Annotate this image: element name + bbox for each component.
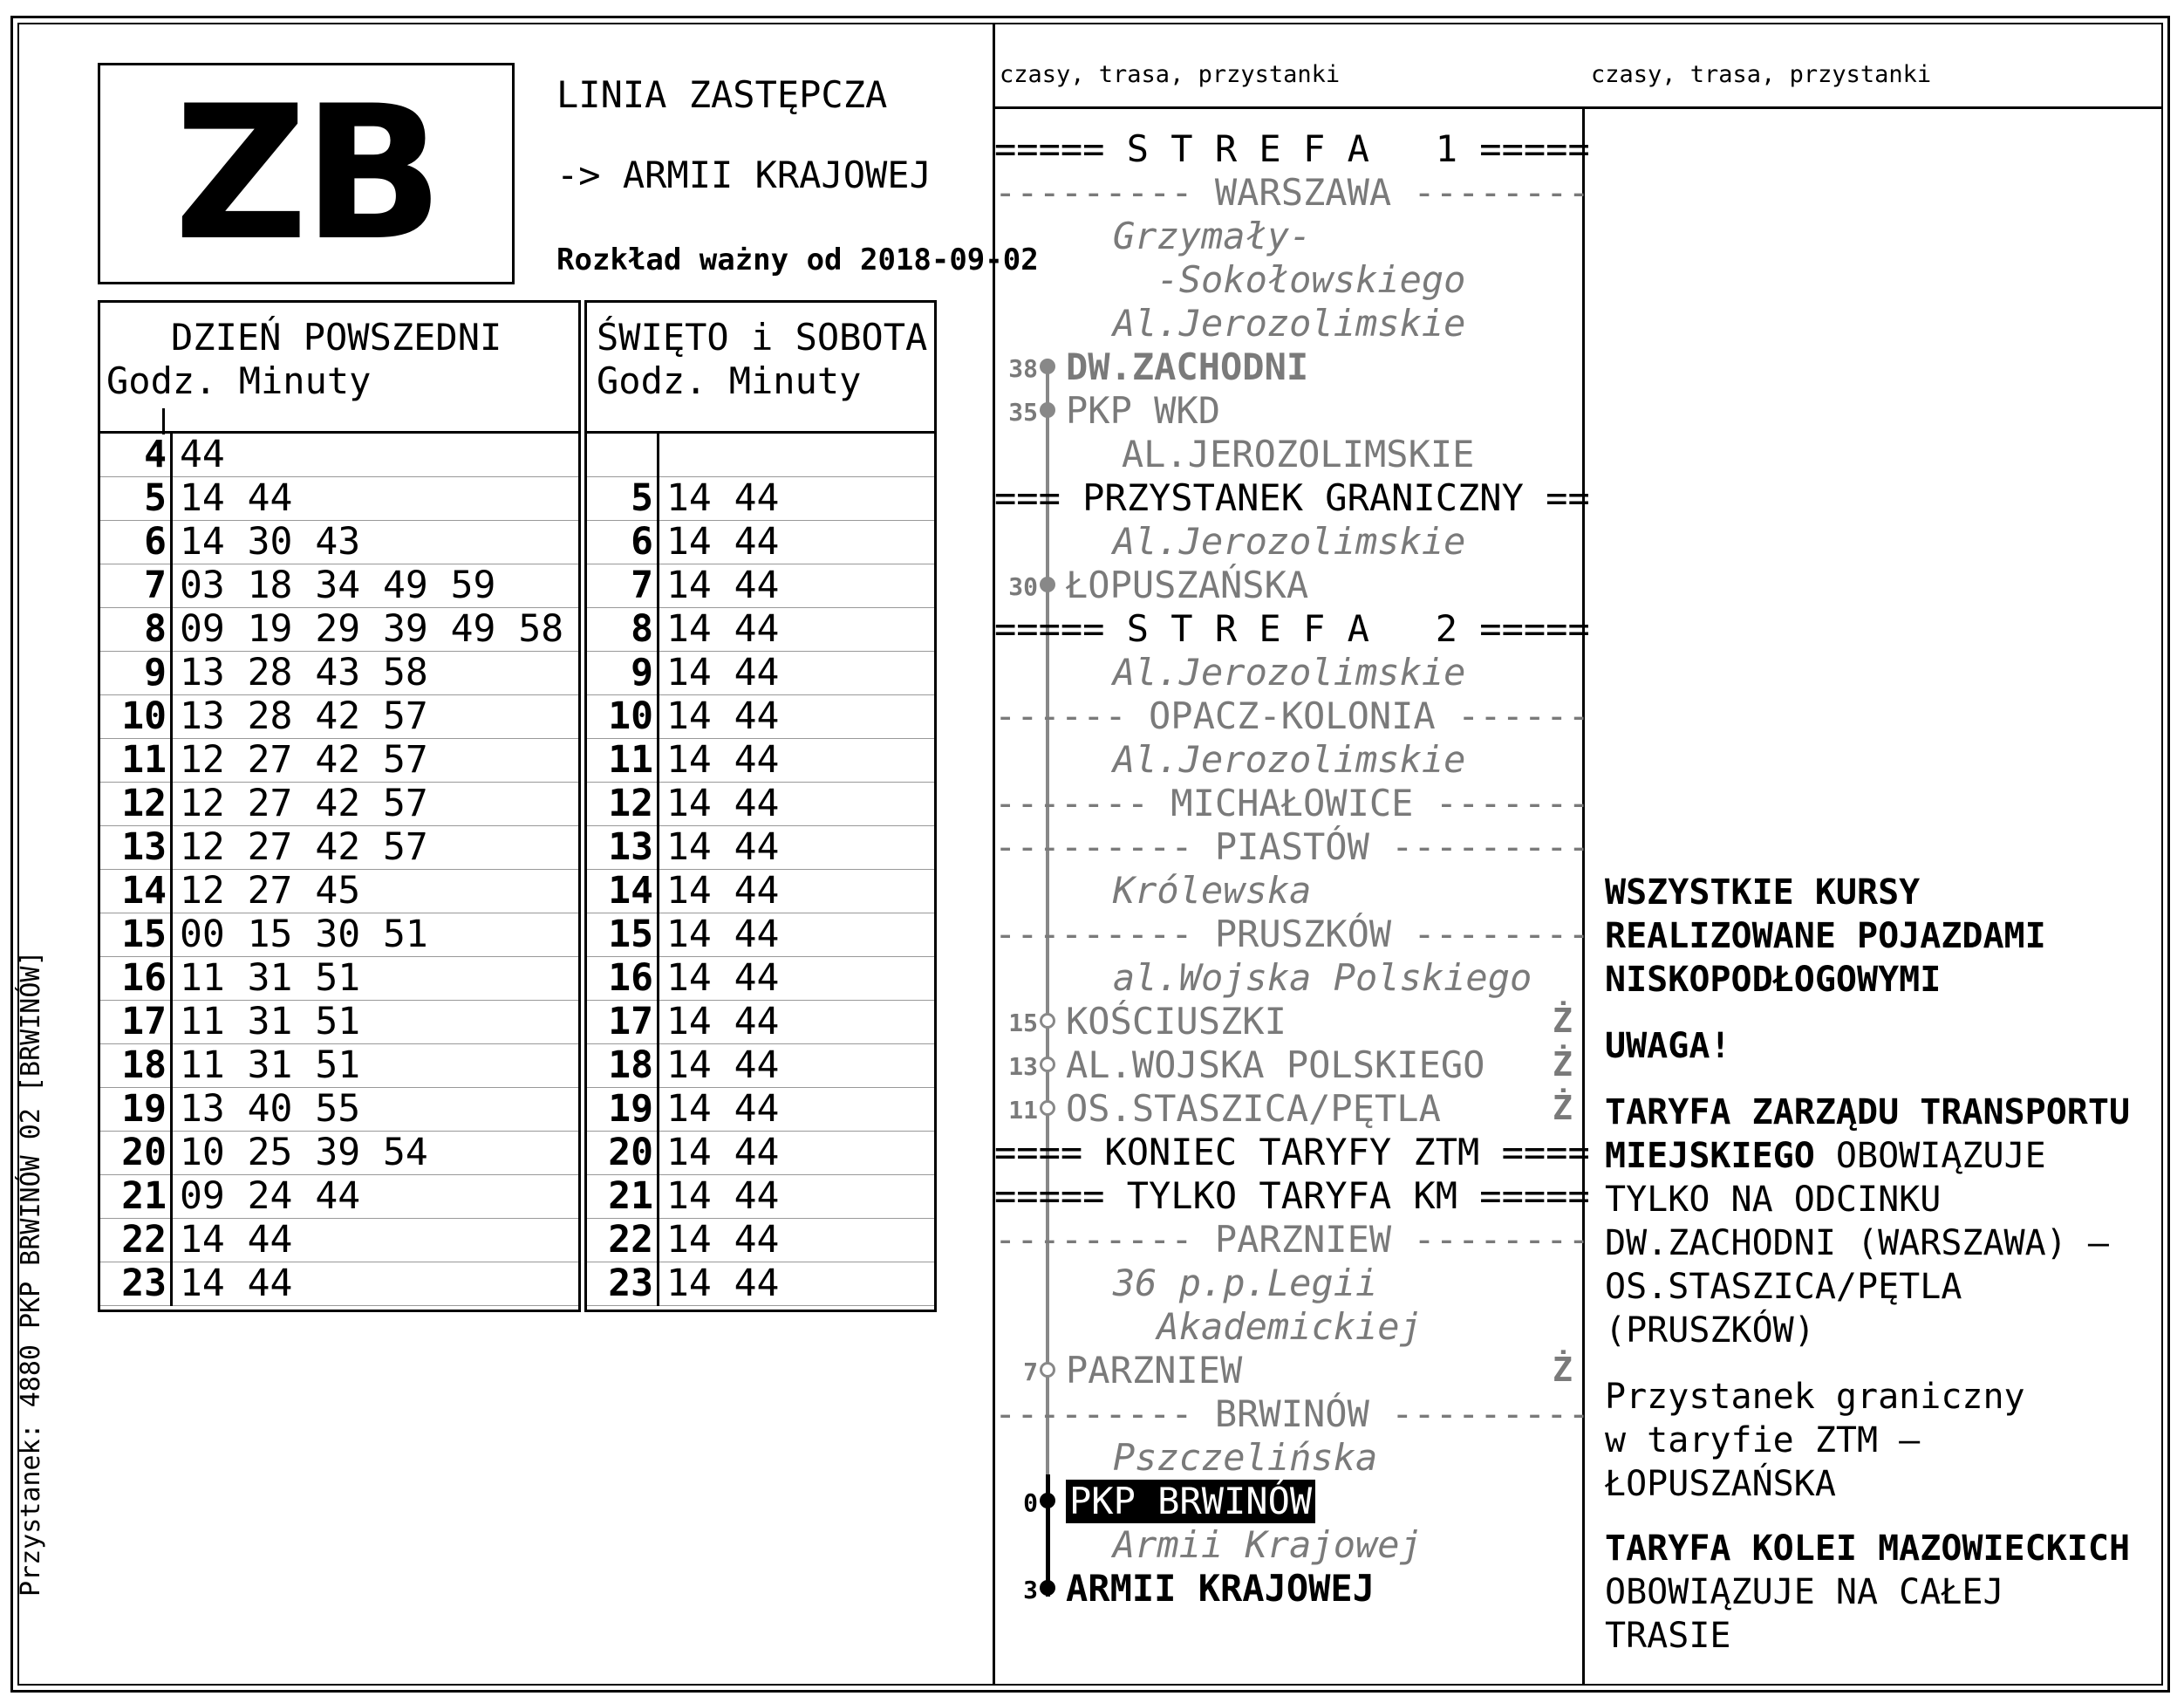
- holiday-minutes: 14 44: [659, 477, 935, 521]
- holiday-row: [587, 1175, 934, 1219]
- route-text: === PRZYSTANEK GRANICZNY ==: [994, 476, 1590, 519]
- holiday-row: [587, 1001, 934, 1044]
- holiday-hour: 5: [587, 477, 659, 521]
- holiday-minutes: 14 44: [659, 1001, 935, 1044]
- route-text: 36 p.p.Legii: [1047, 1262, 1378, 1304]
- route-text: -Sokołowskiego: [1047, 258, 1466, 301]
- holiday-row: [587, 1219, 934, 1262]
- weekday-row: [100, 564, 578, 608]
- holiday-minutes: 14 44: [659, 739, 935, 783]
- route-text: DW.ZACHODNI: [1066, 345, 1309, 388]
- holiday-minutes: 14 44: [659, 695, 935, 739]
- weekday-row: [100, 434, 578, 477]
- holiday-hour: 6: [587, 521, 659, 564]
- stop-minutes: 15: [1008, 1009, 1038, 1037]
- route-street: [994, 956, 1582, 1000]
- stop-dot-icon: [1040, 577, 1055, 592]
- route-text: PARZNIEW: [1066, 1349, 1243, 1392]
- km-tariff-marker: Ż: [1553, 1002, 1573, 1040]
- route-stop: [994, 1000, 1582, 1043]
- weekday-row: [100, 870, 578, 913]
- note-border-stop: Przystanek graniczny w taryfie ZTM — ŁOPUSZAŃSKA: [1605, 1377, 2025, 1504]
- holiday-minutes: 14 44: [659, 1262, 935, 1306]
- route-stop: [994, 564, 1582, 607]
- weekday-minutes: 09 24 44: [172, 1175, 579, 1219]
- route-stop: [994, 389, 1582, 433]
- route-text: PKP WKD: [1066, 389, 1221, 432]
- weekday-minutes: 13 28 43 58: [172, 652, 579, 695]
- holiday-row: [587, 1044, 934, 1088]
- route-text: Królewska: [1047, 869, 1312, 912]
- route-street: [994, 520, 1582, 564]
- route-text: ------- MICHAŁOWICE -------: [994, 782, 1590, 824]
- weekday-hour: 9: [100, 652, 172, 695]
- holiday-row: [587, 783, 934, 826]
- route-stop: [994, 1087, 1582, 1131]
- holiday-row: [587, 870, 934, 913]
- weekday-minutes: 09 19 29 39 49 58: [172, 608, 579, 652]
- holiday-row: [587, 695, 934, 739]
- weekday-row: [100, 1262, 578, 1306]
- holiday-hour: [587, 434, 659, 477]
- route-street: [994, 302, 1582, 345]
- stop-minutes: 3: [1023, 1576, 1038, 1604]
- route-street: [994, 738, 1582, 782]
- weekday-minutes: 12 27 42 57: [172, 739, 579, 783]
- route-text: ------ OPACZ-KOLONIA ------: [994, 694, 1590, 737]
- route-text: ===== S T R E F A 2 =====: [994, 607, 1590, 650]
- line-type: LINIA ZASTĘPCZA: [556, 73, 888, 116]
- stop-dot-icon: [1040, 1362, 1055, 1378]
- weekday-hour: 5: [100, 477, 172, 521]
- route-list: [994, 127, 1590, 1611]
- weekday-title: DZIEŃ POWSZEDNI: [171, 316, 502, 359]
- weekday-hour: 19: [100, 1088, 172, 1132]
- note-low-floor: WSZYSTKIE KURSY REALIZOWANE POJAZDAMI NISKOPODŁOGOWYMI: [1605, 872, 2046, 1000]
- weekday-hour: 16: [100, 957, 172, 1001]
- holiday-hour: 12: [587, 783, 659, 826]
- stop-minutes: 35: [1008, 398, 1038, 427]
- stop-dot-icon: [1040, 1493, 1055, 1508]
- weekday-hour: 12: [100, 783, 172, 826]
- route-text: Al.Jerozolimskie: [1047, 520, 1466, 563]
- holiday-hour: 14: [587, 870, 659, 913]
- weekday-minutes: 14 44: [172, 1262, 579, 1306]
- weekday-hour: 17: [100, 1001, 172, 1044]
- holiday-row: [587, 739, 934, 783]
- route-street: [994, 1523, 1582, 1567]
- holiday-row: [587, 826, 934, 870]
- holiday-minutes: [659, 434, 935, 477]
- line-number-box: [98, 63, 515, 284]
- route-text: ===== S T R E F A 1 =====: [994, 127, 1590, 170]
- route-text: ===== TYLKO TARYFA KM =====: [994, 1174, 1590, 1217]
- note-km-tariff-bold: TARYFA KOLEI MAZOWIECKICH: [1605, 1529, 2131, 1569]
- route-text: AL.JEROZOLIMSKIE: [1055, 433, 1475, 475]
- holiday-row: [587, 957, 934, 1001]
- divider-notes: [1582, 108, 1585, 1686]
- holiday-minutes: 14 44: [659, 1175, 935, 1219]
- holiday-minutes: 14 44: [659, 608, 935, 652]
- route-street: [994, 1305, 1582, 1349]
- route-sep: [994, 782, 1590, 825]
- weekday-minutes: 44: [172, 434, 579, 477]
- holiday-minutes: 14 44: [659, 1219, 935, 1262]
- weekday-row: [100, 1001, 578, 1044]
- weekday-hour: 11: [100, 739, 172, 783]
- holiday-row: [587, 477, 934, 521]
- weekday-minutes: 03 18 34 49 59: [172, 564, 579, 608]
- route-text: ==== KONIEC TARYFY ZTM ====: [994, 1131, 1590, 1173]
- note-warning: UWAGA!: [1605, 1026, 1731, 1066]
- route-sep: [994, 1174, 1590, 1218]
- km-tariff-marker: Ż: [1553, 1089, 1573, 1127]
- notes-column-head: czasy, trasa, przystanki: [1591, 61, 1932, 88]
- holiday-hour: 21: [587, 1175, 659, 1219]
- route-street: [994, 1436, 1582, 1480]
- route-text: --------- BRWINÓW ---------: [994, 1392, 1590, 1435]
- holiday-hour: 19: [587, 1088, 659, 1132]
- route-text: --------- PARZNIEW --------: [994, 1218, 1590, 1261]
- route-stop: [994, 1043, 1582, 1087]
- route-text: PKP BRWINÓW: [1066, 1480, 1315, 1523]
- weekday-minutes: 14 30 43: [172, 521, 579, 564]
- weekday-hour: 10: [100, 695, 172, 739]
- weekday-minutes: 13 28 42 57: [172, 695, 579, 739]
- holiday-hour: 15: [587, 913, 659, 957]
- holiday-hour: 8: [587, 608, 659, 652]
- weekday-row: [100, 1175, 578, 1219]
- holiday-row: [587, 652, 934, 695]
- km-tariff-marker: Ż: [1553, 1351, 1573, 1389]
- holiday-hour: 17: [587, 1001, 659, 1044]
- weekday-row: [100, 477, 578, 521]
- route-text: OS.STASZICA/PĘTLA: [1066, 1087, 1441, 1130]
- weekday-row: [100, 1132, 578, 1175]
- holiday-minutes: 14 44: [659, 1088, 935, 1132]
- holiday-row: [587, 608, 934, 652]
- route-text: ARMII KRAJOWEJ: [1066, 1567, 1375, 1610]
- weekday-sub: Godz. Minuty: [106, 359, 372, 402]
- divider-head: [993, 106, 2163, 109]
- note-km-tariff: [1605, 1527, 2130, 1658]
- weekday-row: [100, 1044, 578, 1088]
- note-ztm-tariff-rest: OBOWIĄZUJE TYLKO NA ODCINKU DW.ZACHODNI (WARSZAWA) — OS.STASZICA/PĘTLA (PRUSZKÓW): [1605, 1136, 2109, 1351]
- route-street: [994, 651, 1582, 694]
- weekday-row: [100, 695, 578, 739]
- weekday-row: [100, 652, 578, 695]
- holiday-hour: 23: [587, 1262, 659, 1306]
- route-sep: [994, 171, 1590, 215]
- weekday-hour: 8: [100, 608, 172, 652]
- weekday-table: [100, 434, 578, 1306]
- holiday-minutes: 14 44: [659, 913, 935, 957]
- stop-minutes: 0: [1023, 1488, 1038, 1517]
- holiday-table: [587, 434, 934, 1306]
- weekday-minutes: 11 31 51: [172, 1001, 579, 1044]
- weekday-minutes: 12 27 42 57: [172, 826, 579, 870]
- holiday-minutes: 14 44: [659, 652, 935, 695]
- weekday-hour: 6: [100, 521, 172, 564]
- route-sep: [994, 127, 1590, 171]
- weekday-hour: 22: [100, 1219, 172, 1262]
- holiday-title: ŚWIĘTO i SOBOTA: [597, 316, 928, 359]
- valid-from: Rozkład ważny od 2018-09-02: [556, 243, 1039, 277]
- stop-minutes: 7: [1023, 1358, 1038, 1386]
- route-text: Al.Jerozolimskie: [1047, 651, 1466, 694]
- route-text: Akademickiej: [1047, 1305, 1422, 1348]
- holiday-minutes: 14 44: [659, 826, 935, 870]
- holiday-row: [587, 1262, 934, 1306]
- route-sep: [994, 476, 1590, 520]
- route-text: ŁOPUSZAŃSKA: [1066, 564, 1309, 606]
- weekday-row: [100, 957, 578, 1001]
- stop-dot-icon: [1040, 402, 1055, 418]
- weekday-minutes: 12 27 42 57: [172, 783, 579, 826]
- route-text: AL.WOJSKA POLSKIEGO: [1066, 1043, 1485, 1086]
- route-stop: [994, 1567, 1582, 1611]
- weekday-minutes: 00 15 30 51: [172, 913, 579, 957]
- holiday-row: [587, 1132, 934, 1175]
- note-ztm-tariff-bold: TARYFA ZARZĄDU TRANSPORTU MIEJSKIEGO: [1605, 1092, 2131, 1176]
- holiday-hour: 18: [587, 1044, 659, 1088]
- holiday-hour: 10: [587, 695, 659, 739]
- stop-dot-icon: [1040, 1013, 1055, 1029]
- holiday-hour: 9: [587, 652, 659, 695]
- holiday-hour: 20: [587, 1132, 659, 1175]
- route-sep: [994, 1218, 1590, 1262]
- weekday-row: [100, 739, 578, 783]
- route-street: [994, 1262, 1582, 1305]
- stop-minutes: 38: [1008, 354, 1038, 383]
- holiday-hour: 13: [587, 826, 659, 870]
- weekday-hour: 14: [100, 870, 172, 913]
- holiday-minutes: 14 44: [659, 783, 935, 826]
- route-text: Grzymały-: [1047, 215, 1312, 257]
- holiday-hour: 22: [587, 1219, 659, 1262]
- weekday-minutes: 14 44: [172, 477, 579, 521]
- weekday-hour: 15: [100, 913, 172, 957]
- km-tariff-marker: Ż: [1553, 1045, 1573, 1084]
- holiday-hour: 7: [587, 564, 659, 608]
- holiday-row: [587, 913, 934, 957]
- route-text: Al.Jerozolimskie: [1047, 302, 1466, 345]
- weekday-row: [100, 913, 578, 957]
- weekday-hour: 20: [100, 1132, 172, 1175]
- weekday-hour: 23: [100, 1262, 172, 1306]
- weekday-hour: 13: [100, 826, 172, 870]
- stop-dot-icon: [1040, 1100, 1055, 1116]
- route-sep: [994, 1131, 1590, 1174]
- weekday-row: [100, 608, 578, 652]
- route-street: [994, 215, 1582, 258]
- holiday-row: [587, 564, 934, 608]
- holiday-minutes: 14 44: [659, 1044, 935, 1088]
- note-km-tariff-rest: OBOWIĄZUJE NA CAŁEJ TRASIE: [1605, 1572, 2004, 1656]
- route-text: KOŚCIUSZKI: [1066, 1000, 1287, 1043]
- route-sep: [994, 1392, 1590, 1436]
- route-text: --------- WARSZAWA --------: [994, 171, 1590, 214]
- route-text: --------- PRUSZKÓW --------: [994, 913, 1590, 955]
- route-text: --------- PIASTÓW ---------: [994, 825, 1590, 868]
- weekday-row: [100, 521, 578, 564]
- weekday-row: [100, 783, 578, 826]
- route-column-head: czasy, trasa, przystanki: [1000, 61, 1341, 88]
- weekday-hour: 21: [100, 1175, 172, 1219]
- route-text: Armii Krajowej: [1047, 1523, 1422, 1566]
- route-sep: [994, 913, 1590, 956]
- weekday-hour: 18: [100, 1044, 172, 1088]
- weekday-row: [100, 1088, 578, 1132]
- holiday-hour: 16: [587, 957, 659, 1001]
- holiday-minutes: 14 44: [659, 870, 935, 913]
- stop-dot-icon: [1040, 1057, 1055, 1072]
- stop-minutes: 13: [1008, 1052, 1038, 1081]
- route-stop: [994, 1480, 1582, 1523]
- holiday-row: [587, 434, 934, 477]
- weekday-minutes: 11 31 51: [172, 957, 579, 1001]
- weekday-minutes: 12 27 45: [172, 870, 579, 913]
- route-street: [994, 258, 1582, 302]
- weekday-hour: 4: [100, 434, 172, 477]
- route-sep: [994, 694, 1590, 738]
- route-stop: [994, 345, 1582, 389]
- route-text: al.Wojska Polskiego: [1047, 956, 1532, 999]
- stop-dot-icon: [1040, 1580, 1055, 1596]
- weekday-minutes: 11 31 51: [172, 1044, 579, 1088]
- line-number: ZB: [174, 65, 439, 281]
- route-sep: [994, 607, 1590, 651]
- holiday-minutes: 14 44: [659, 521, 935, 564]
- weekday-hour: 7: [100, 564, 172, 608]
- route-text: Pszczelińska: [1047, 1436, 1378, 1479]
- holiday-row: [587, 521, 934, 564]
- holiday-minutes: 14 44: [659, 957, 935, 1001]
- stop-minutes: 11: [1008, 1096, 1038, 1125]
- weekday-tick: [162, 408, 165, 434]
- route-street: [994, 869, 1582, 913]
- route-text: Al.Jerozolimskie: [1047, 738, 1466, 781]
- stop-minutes: 30: [1008, 572, 1038, 601]
- weekday-minutes: 14 44: [172, 1219, 579, 1262]
- weekday-minutes: 10 25 39 54: [172, 1132, 579, 1175]
- holiday-hour: 11: [587, 739, 659, 783]
- route-plain: [994, 433, 1582, 476]
- weekday-row: [100, 826, 578, 870]
- route-stop: [994, 1349, 1582, 1392]
- weekday-minutes: 13 40 55: [172, 1088, 579, 1132]
- route-sep: [994, 825, 1590, 869]
- direction: -> ARMII KRAJOWEJ: [556, 154, 932, 196]
- note-ztm-tariff: [1605, 1091, 2130, 1352]
- holiday-sub: Godz. Minuty: [597, 359, 862, 402]
- weekday-row: [100, 1219, 578, 1262]
- holiday-row: [587, 1088, 934, 1132]
- holiday-minutes: 14 44: [659, 564, 935, 608]
- stop-dot-icon: [1040, 359, 1055, 374]
- stop-label: Przystanek: 4880 PKP BRWINÓW 02 [BRWINÓW]: [16, 950, 46, 1597]
- holiday-minutes: 14 44: [659, 1132, 935, 1175]
